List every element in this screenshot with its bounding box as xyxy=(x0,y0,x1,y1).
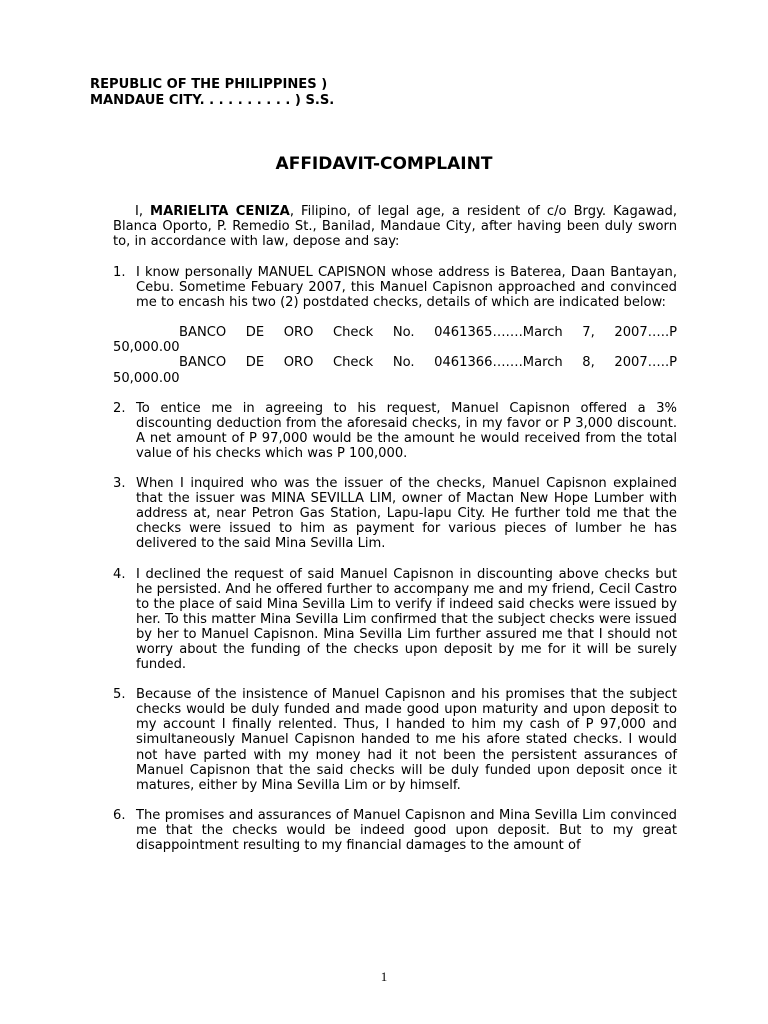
statement-text: I know personally MANUEL CAPISNON whose address is Baterea, Daan Bantayan, Cebu. Sometime Febuary 2007, this Manuel Capisnon approached and convinced me to encash his two (2) postdated checks, details of which are indicated below: xyxy=(136,265,677,311)
check-detail-line: BANCO DE ORO Check No. 0461366…….March 8, 2007…..P xyxy=(179,355,677,371)
venue-header xyxy=(90,77,334,109)
statement-item-6 xyxy=(113,808,677,853)
statement-text: To entice me in agreeing to his request, Manuel Capisnon offered a 3% discounting deduction from the aforesaid checks, in my favor or P 3,000 discount. A net amount of P 97,000 would be the amount he would received from the total value of his checks which was P 100,000. xyxy=(136,400,677,461)
statement-item-5 xyxy=(113,687,677,793)
statement-number: 4. xyxy=(113,566,126,582)
venue-line-republic: REPUBLIC OF THE PHILIPPINES ) xyxy=(90,77,328,92)
statement-text: Because of the insistence of Manuel Capisnon and his promises that the subject checks would be duly funded and made good upon maturity and upon deposit to my account I finally relented. Thus, I handed to him my cash of P 97,000 and simultaneously Manuel Capisnon handed to me his afore stated checks. I would not have parted with my money had it not been the persistent assurances of Manuel Capisnon that the said checks will be duly funded upon deposit once it matures, either by Mina Sevilla Lim or by himself. xyxy=(136,687,677,793)
statement-item-4 xyxy=(113,567,677,673)
check-detail-line: BANCO DE ORO Check No. 0461365…….March 7, 2007…..P xyxy=(179,325,677,341)
statement-text: I declined the request of said Manuel Capisnon in discounting above checks but he persisted. And he offered further to accompany me and my friend, Cecil Castro to the place of said Mina Sevilla Lim to verify if indeed said checks were issued by her. To this matter Mina Sevilla Lim confirmed that the subject checks were issued by her to Manuel Capisnon. Mina Sevilla Lim further assured me that I should not worry about the funding of the checks upon deposit by me for it will be surely funded. xyxy=(136,566,677,673)
intro-paragraph xyxy=(113,204,677,249)
check-amount: 50,000.00 xyxy=(113,370,180,386)
check-details xyxy=(113,325,677,385)
check-amount: 50,000.00 xyxy=(113,340,180,356)
statement-item-3 xyxy=(113,476,677,551)
intro-lead: I, xyxy=(135,204,151,219)
numbered-statements xyxy=(113,265,677,868)
statement-number: 3. xyxy=(113,476,126,492)
affiant-name: MARIELITA CENIZA xyxy=(150,204,290,219)
statement-text: The promises and assurances of Manuel Capisnon and Mina Sevilla Lim convinced me that the checks would be indeed good upon deposit. But to my great disappointment resulting to my financial damages to the amount of xyxy=(136,807,677,853)
statement-number: 1. xyxy=(113,265,126,280)
page-number: 1 xyxy=(380,969,388,984)
statement-text: When I inquired who was the issuer of the checks, Manuel Capisnon explained that the issuer was MINA SEVILLA LIM, owner of Mactan New Hope Lumber with address at, near Petron Gas Station, Lapu-lapu City. He further told me that the checks were issued to him as payment for various pieces of lumber he has delivered to the said Mina Sevilla Lim. xyxy=(136,476,677,552)
statement-number: 5. xyxy=(113,687,126,703)
statement-item-2 xyxy=(113,401,677,461)
statement-item-1 xyxy=(113,265,677,310)
statement-number: 6. xyxy=(113,807,126,823)
statement-number: 2. xyxy=(113,400,126,416)
document-title: AFFIDAVIT-COMPLAINT xyxy=(275,154,493,174)
venue-line-city: MANDAUE CITY. . . . . . . . . . ) S.S. xyxy=(90,93,335,108)
intro-rest: , Filipino, of legal age, a resident of c/o Brgy. Kagawad, Blanca Oporto, P. Remedio St., Banilad, Mandaue City, after having been duly sworn to, in accordance with law, depose and say: xyxy=(113,204,677,250)
